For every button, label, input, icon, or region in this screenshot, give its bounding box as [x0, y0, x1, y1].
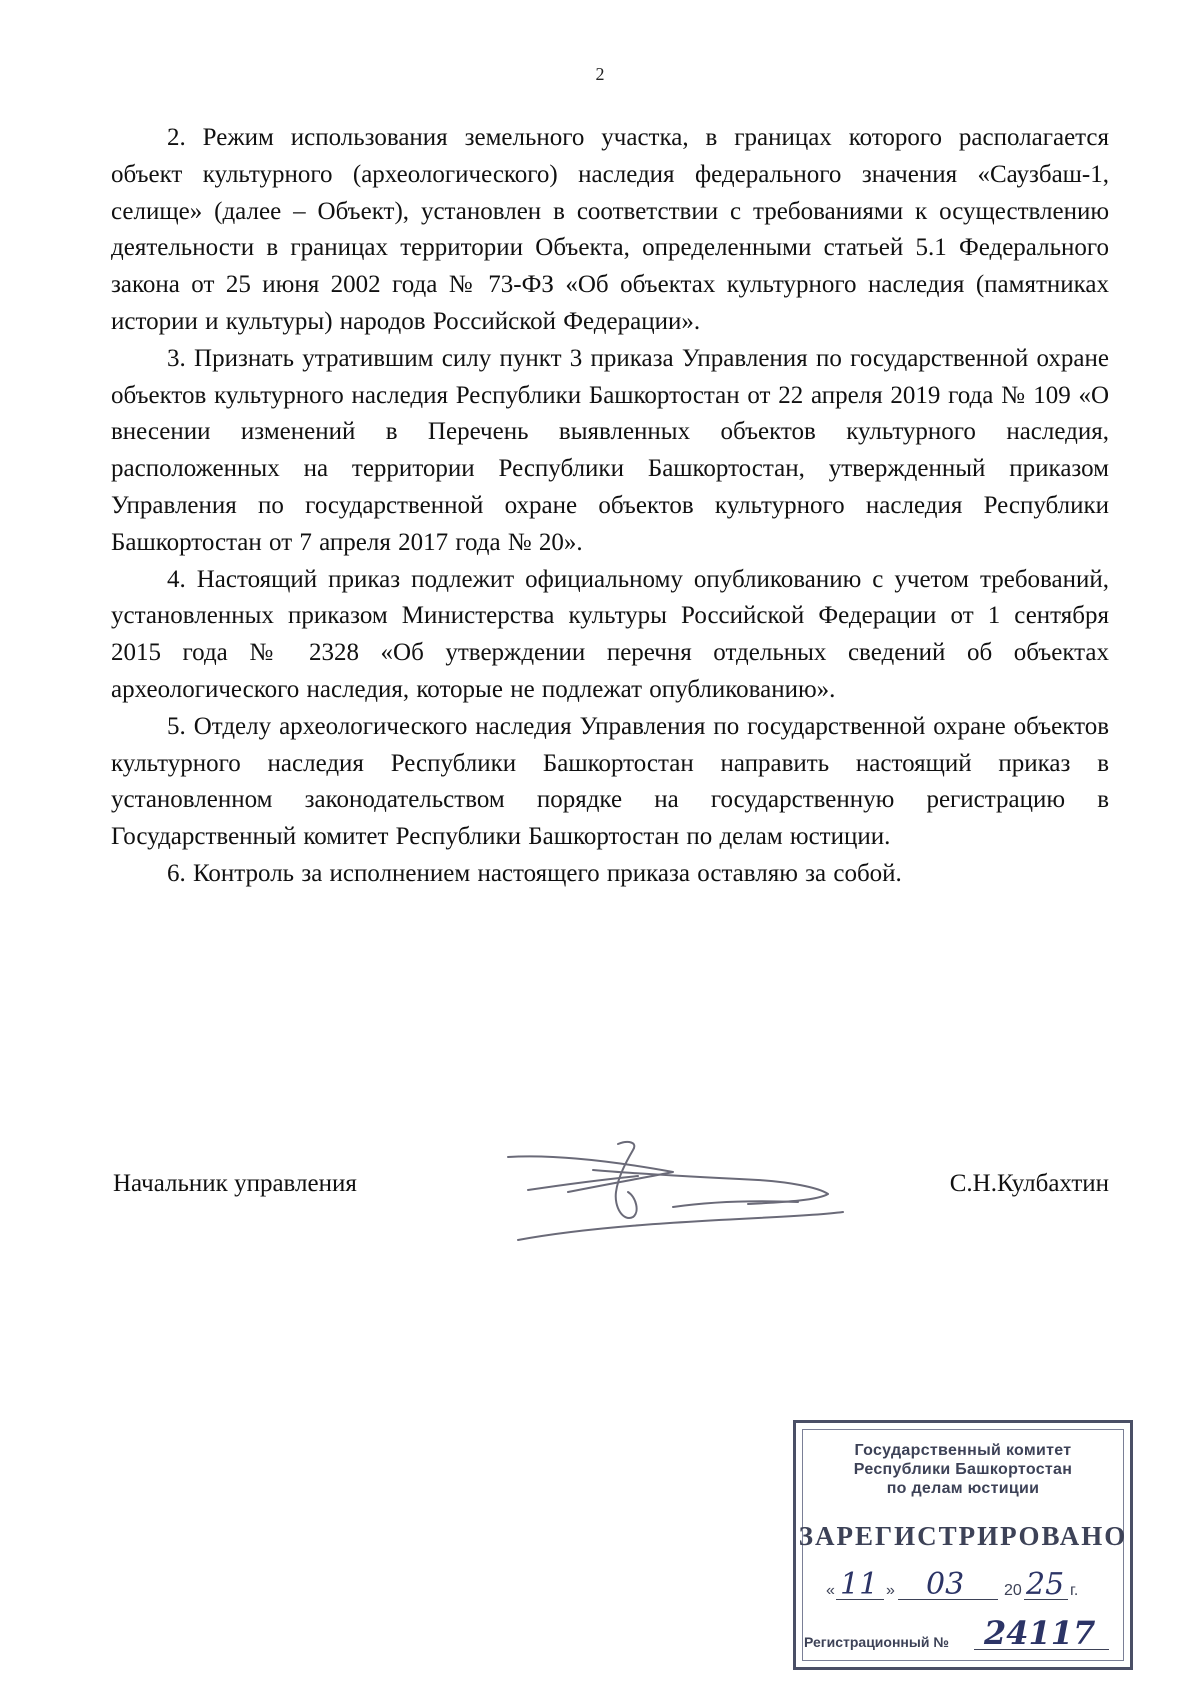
signer-title: Начальник управления: [113, 1170, 357, 1197]
page-number: 2: [595, 64, 605, 84]
stamp-status: ЗАРЕГИСТРИРОВАНО: [798, 1521, 1128, 1551]
stamp-reg-number: 24117: [984, 1614, 1096, 1652]
stamp-date-year: 25: [1026, 1567, 1065, 1602]
stamp-date-quote-open: «: [826, 1582, 835, 1599]
stamp-date-year-prefix: 20: [1004, 1582, 1022, 1599]
stamp-date: [826, 1568, 1116, 1604]
paragraph-3: 3. Признать утратившим силу пункт 3 приказа Управления по государственной охране объектов культурного наследия Республики Башкортостан от 22 апреля 2019 года № 109 «О внесении изменений в Перечень выявленных объектов культурного наследия, расположенных на территории Республики Башкортостан, утвержденный приказом Управления по государственной охране объектов культурного наследия Республики Башкортостан от 7 апреля 2017 года № 20».: [111, 344, 1109, 556]
paragraph-4: 4. Настоящий приказ подлежит официальному опубликованию с учетом требований, установленных приказом Министерства культуры Российской Федерации от 1 сентября 2015 года № 2328 «Об утверждении перечня отдельных сведений об объектах археологического наследия, которые не подлежат опубликованию».: [111, 565, 1109, 703]
stamp-organization: [796, 1441, 1130, 1498]
paragraph-5: 5. Отделу археологического наследия Управления по государственной охране объектов культурного наследия Республики Башкортостан направить настоящий приказ в установленном законодательством порядке на государственную регистрацию в Государственный комитет Республики Башкортостан по делам юстиции.: [111, 712, 1109, 851]
stamp-org-line1: Государственный комитет: [854, 1442, 1072, 1459]
signature-block: [0, 1132, 1200, 1252]
stamp-date-year-unit: г.: [1070, 1582, 1079, 1599]
stamp-registration: [804, 1614, 1114, 1656]
stamp-date-day: 11: [840, 1567, 879, 1602]
paragraph-6: 6. Контроль за исполнением настоящего приказа оставляю за собой.: [167, 859, 902, 887]
stamp-date-quote-close: »: [886, 1582, 895, 1599]
stamp-date-month: 03: [926, 1567, 965, 1602]
stamp-reg-label: Регистрационный №: [804, 1634, 949, 1650]
registration-stamp: [793, 1420, 1133, 1670]
signer-name: С.Н.Кулбахтин: [949, 1170, 1109, 1197]
paragraph-2: 2. Режим использования земельного участка, в границах которого располагается объект культурного (археологического) наследия федерального значения «Саузбаш-1, селище» (далее – Объект), установлен в соответствии с требованиями к осуществлению деятельности в границах территории Объекта, определенными статьей 5.1 Федерального закона от 25 июня 2002 года № 73-ФЗ «Об объектах культурного наследия (памятниках истории и культуры) народов Российской Федерации».: [111, 124, 1109, 335]
document-body: [111, 120, 1109, 893]
stamp-org-line2: Республики Башкортостан: [853, 1461, 1073, 1478]
handwritten-signature: [498, 1132, 898, 1252]
stamp-org-line3: по делам юстиции: [886, 1480, 1040, 1497]
